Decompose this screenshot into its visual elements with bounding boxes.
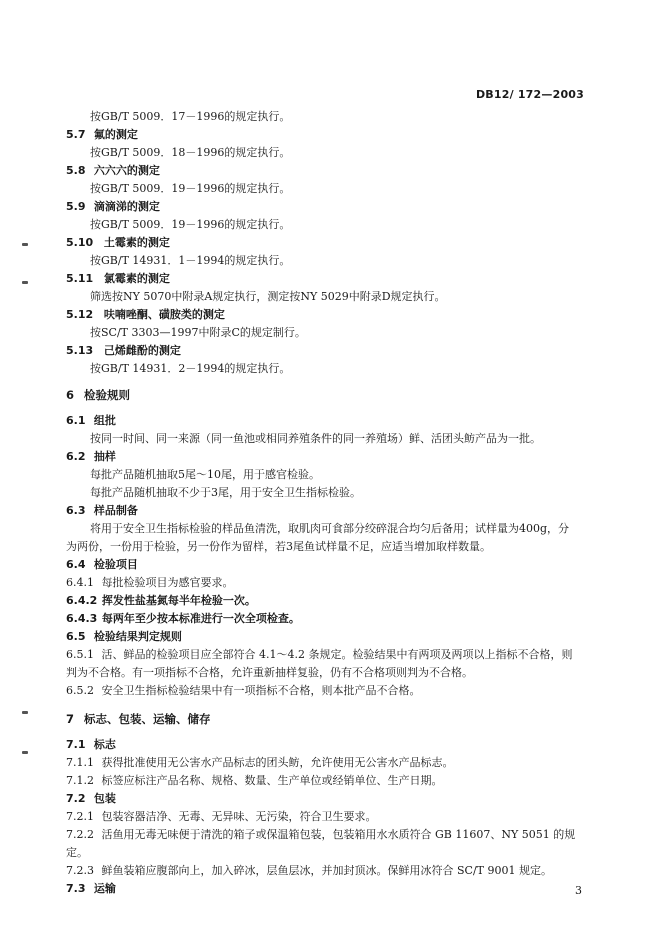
section-number: 6 <box>66 388 75 402</box>
clause-number: 6.4 <box>66 558 86 571</box>
clause-number: 6.4.1 <box>66 576 94 589</box>
body-line <box>66 864 594 878</box>
clause-title: 六六六的测定 <box>93 164 160 177</box>
body-line: 按同一时间、同一来源（同一鱼池或相同养殖条件的同一养殖场）鲜、活团头鲂产品为一批。 <box>90 432 541 445</box>
clause-title: 检验项目 <box>93 558 138 571</box>
clause-heading <box>66 882 594 896</box>
body-line: 将用于安全卫生指标检验的样品鱼清洗，取肌肉可食部分绞碎混合均匀后备用；试样量为400g，分 <box>90 522 570 535</box>
clause-number: 6.5.1 <box>66 648 94 661</box>
scan-mark <box>22 243 28 246</box>
clause-heading <box>66 308 594 322</box>
clause-number: 7.1.2 <box>66 774 94 787</box>
clause-number: 7.2.2 <box>66 828 94 841</box>
section-number: 7 <box>66 712 75 726</box>
clause-number: 5.13 <box>66 344 94 357</box>
clause-heading <box>66 612 594 626</box>
clause-heading <box>66 792 594 806</box>
clause-number: 6.5 <box>66 630 86 643</box>
clause-text: 活、鲜品的检验项目应全部符合 4.1～4.2 条规定。检验结果中有两项及两项以上指标不合格，则 <box>101 648 573 661</box>
clause-heading <box>66 128 594 142</box>
clause-number: 5.7 <box>66 128 86 141</box>
clause-title: 组批 <box>93 414 116 427</box>
body-line: 筛选按NY 5070中附录A规定执行，测定按NY 5029中附录D规定执行。 <box>90 290 446 303</box>
body-line: 定。 <box>66 846 88 859</box>
clause-title: 包装 <box>93 792 116 805</box>
clause-text: 安全卫生指标检验结果中有一项指标不合格，则本批产品不合格。 <box>101 684 421 697</box>
section-title: 标志、包装、运输、储存 <box>84 712 211 726</box>
page-number: 3 <box>575 884 582 897</box>
clause-heading <box>66 414 594 428</box>
body-line <box>66 684 594 698</box>
section-heading <box>66 388 594 402</box>
clause-text: 活鱼用无毒无味便于清洗的箱子或保温箱包装，包装箱用水水质符合 GB 11607、NY 5051 的规 <box>101 828 576 841</box>
body-line <box>66 648 594 662</box>
clause-title: 抽样 <box>93 450 116 463</box>
body-line: 按SC/T 3303—1997中附录C的规定制行。 <box>90 326 306 339</box>
clause-title: 土霉素的测定 <box>103 236 170 249</box>
clause-number: 7.1 <box>66 738 86 751</box>
body-line <box>66 756 594 770</box>
scan-mark <box>22 711 28 714</box>
clause-number: 5.11 <box>66 272 94 285</box>
clause-heading <box>66 630 594 644</box>
clause-number: 6.4.2 <box>66 594 98 607</box>
section-heading <box>66 712 594 726</box>
clause-heading <box>66 738 594 752</box>
clause-number: 5.12 <box>66 308 94 321</box>
clause-heading <box>66 594 594 608</box>
section-title: 检验规则 <box>84 388 131 402</box>
clause-title: 氯霉素的测定 <box>103 272 170 285</box>
body-line: 每批产品随机抽取不少于3尾，用于安全卫生指标检验。 <box>90 486 361 499</box>
clause-heading <box>66 272 594 286</box>
clause-text: 获得批准使用无公害水产品标志的团头鲂，允许使用无公害水产品标志。 <box>101 756 454 769</box>
body-line: 按GB/T 14931．2－1994的规定执行。 <box>90 362 291 375</box>
body-line <box>66 810 594 824</box>
clause-title: 样品制备 <box>93 504 138 517</box>
body-line: 按GB/T 5009．19－1996的规定执行。 <box>90 182 291 195</box>
clause-number: 6.5.2 <box>66 684 94 697</box>
clause-text: 包装容器洁净、无毒、无异味、无污染，符合卫生要求。 <box>101 810 377 823</box>
scan-mark <box>22 281 28 284</box>
clause-text: 每批检验项目为感官要求。 <box>101 576 234 589</box>
clause-heading <box>66 344 594 358</box>
clause-title: 检验结果判定规则 <box>93 630 182 643</box>
body-line: 按GB/T 5009．19－1996的规定执行。 <box>90 218 291 231</box>
clause-text: 标签应标注产品名称、规格、数量、生产单位或经销单位、生产日期。 <box>101 774 443 787</box>
clause-number: 7.2.3 <box>66 864 94 877</box>
document-id-header: DB12/ 172—2003 <box>475 88 584 101</box>
clause-title: 标志 <box>93 738 116 751</box>
body-line <box>66 828 594 842</box>
clause-title: 呋喃唑酮、磺胺类的测定 <box>103 308 225 321</box>
body-line <box>66 774 594 788</box>
clause-title: 滴滴涕的测定 <box>93 200 160 213</box>
clause-heading <box>66 450 594 464</box>
clause-title: 运输 <box>93 882 116 895</box>
clause-number: 6.4.3 <box>66 612 98 625</box>
clause-number: 6.1 <box>66 414 86 427</box>
clause-number: 7.1.1 <box>66 756 94 769</box>
clause-number: 7.2 <box>66 792 86 805</box>
body-line: 每批产品随机抽取5尾～10尾，用于感官检验。 <box>90 468 320 481</box>
clause-number: 7.2.1 <box>66 810 94 823</box>
scan-mark <box>22 751 28 754</box>
body-line: 为两份，一份用于检验，另一份作为留样，若3尾鱼试样量不足，应适当增加取样数量。 <box>66 540 491 553</box>
body-line: 按GB/T 5009．17－1996的规定执行。 <box>90 110 291 123</box>
clause-heading <box>66 236 594 250</box>
clause-title: 己烯雌酚的测定 <box>103 344 181 357</box>
clause-number: 6.2 <box>66 450 86 463</box>
clause-number: 5.8 <box>66 164 86 177</box>
clause-title: 每两年至少按本标准进行一次全项检查。 <box>101 612 300 625</box>
body-line: 判为不合格。有一项指标不合格，允许重新抽样复验，仍有不合格项则判为不合格。 <box>66 666 473 679</box>
clause-number: 7.3 <box>66 882 86 895</box>
clause-heading <box>66 164 594 178</box>
clause-heading <box>66 504 594 518</box>
body-line: 按GB/T 5009．18－1996的规定执行。 <box>90 146 291 159</box>
clause-title: 氟的测定 <box>93 128 138 141</box>
clause-number: 5.9 <box>66 200 86 213</box>
clause-text: 鲜鱼装箱应腹部向上，加入碎冰，层鱼层冰，并加封顶冰。保鲜用冰符合 SC/T 9001 规定。 <box>101 864 552 877</box>
clause-number: 6.3 <box>66 504 86 517</box>
clause-heading <box>66 200 594 214</box>
body-line: 按GB/T 14931．1－1994的规定执行。 <box>90 254 291 267</box>
body-line <box>66 576 594 590</box>
clause-number: 5.10 <box>66 236 94 249</box>
clause-heading <box>66 558 594 572</box>
clause-title: 挥发性盐基氮每半年检验一次。 <box>101 594 256 607</box>
